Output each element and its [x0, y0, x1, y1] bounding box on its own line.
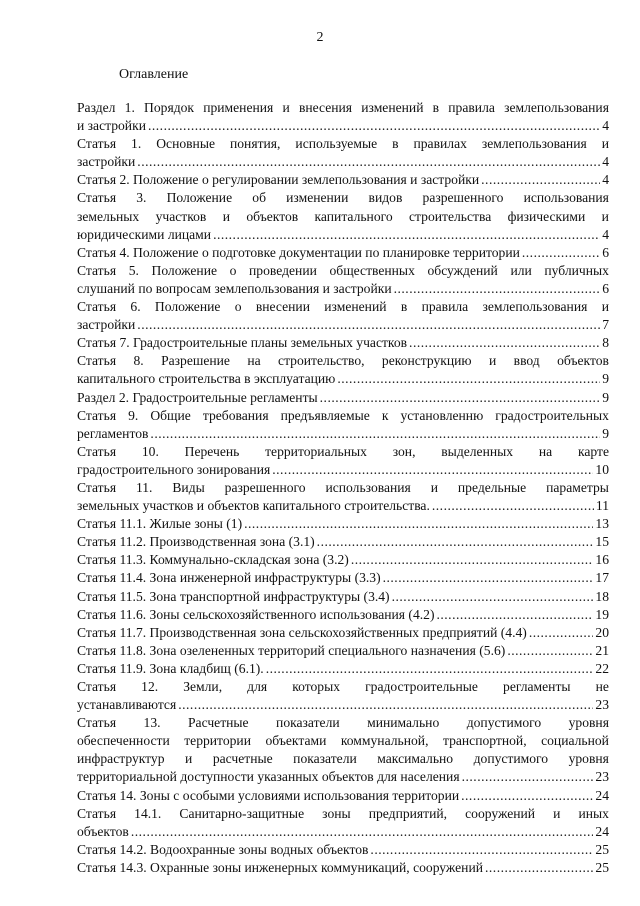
toc-entry[interactable]	[77, 244, 609, 262]
toc-entry-title: застройки	[77, 317, 136, 333]
toc-entry[interactable]	[77, 569, 609, 587]
dot-leader	[244, 515, 593, 533]
toc-entry-page: 4	[602, 118, 609, 134]
toc-entry-title: устанавливаются	[77, 697, 177, 713]
toc-entry-title: Статья 11.8. Зона озелененных территорий специального назначения (5.6)	[77, 642, 506, 658]
toc-entry-title: Статья 4. Положение о подготовке документации по планировке территории	[77, 244, 520, 260]
toc-entry[interactable]	[77, 479, 609, 515]
toc-entry-line: инфраструктур и расчетные показатели максимально допустимого уровня	[77, 751, 609, 767]
toc-entry-page: 24	[595, 787, 609, 803]
toc-entry-page: 21	[595, 642, 609, 658]
toc-entry-page: 9	[602, 389, 609, 405]
toc-entry-title: Статья 11.2. Производственная зона (3.1)	[77, 534, 315, 550]
toc-entry-page: 24	[595, 823, 609, 839]
dot-leader	[383, 569, 594, 587]
toc-entry-title: Статья 11.7. Производственная зона сельскохозяйственных предприятий (4.4)	[77, 624, 527, 640]
toc-entry[interactable]	[77, 352, 609, 388]
toc-entry-page: 16	[595, 552, 609, 568]
toc-entry-page: 22	[595, 660, 609, 676]
toc-entry-title: юридическими лицами	[77, 226, 212, 242]
toc-entry-title: Статья 11.9. Зона кладбищ (6.1).	[77, 660, 264, 676]
toc-entry-line: Статья 10. Перечень территориальных зон, выделенных на карте	[77, 443, 609, 459]
toc-entry[interactable]	[77, 588, 609, 606]
dot-leader	[178, 696, 593, 714]
dot-leader	[432, 497, 594, 515]
toc-entry-title: Статья 2. Положение о регулировании землепользования и застройки	[77, 172, 480, 188]
toc-entry-last-line	[77, 588, 609, 606]
toc-entry-last-line	[77, 515, 609, 533]
toc-heading: Оглавление	[119, 67, 189, 82]
toc-entry-title: Статья 14.3. Охранные зоны инженерных коммуникаций, сооружений	[77, 859, 483, 875]
toc-entry-last-line	[77, 461, 609, 479]
toc-entry-last-line	[77, 280, 609, 298]
dot-leader	[481, 171, 600, 189]
toc-entry-title: Статья 14.2. Водоохранные зоны водных объектов	[77, 841, 369, 857]
toc-entry[interactable]	[77, 787, 609, 805]
toc-entry-title: Статья 11.3. Коммунально-складская зона (3.2)	[77, 552, 349, 568]
toc-entry-last-line	[77, 841, 609, 859]
toc-entry-title: Статья 11.4. Зона инженерной инфраструктуры (3.3)	[77, 570, 381, 586]
toc-entry-title: земельных участков и объектов капитального строительства.	[77, 498, 430, 514]
dot-leader	[370, 841, 593, 859]
toc-entry[interactable]	[77, 642, 609, 660]
dot-leader	[131, 823, 594, 841]
toc-entry-line: Статья 8. Разрешение на строительство, реконструкцию и ввод объектов	[77, 353, 609, 369]
toc-entry-page: 13	[595, 516, 609, 532]
toc-entry-last-line	[77, 823, 609, 841]
toc-entry-last-line	[77, 624, 609, 642]
toc-entry-page: 15	[595, 534, 609, 550]
dot-leader	[317, 533, 594, 551]
dot-leader	[522, 244, 600, 262]
toc-entry[interactable]	[77, 805, 609, 841]
dot-leader	[266, 660, 594, 678]
toc-entry[interactable]	[77, 135, 609, 171]
dot-leader	[137, 316, 600, 334]
toc-entry-last-line	[77, 859, 609, 877]
toc-entry-title: градостроительного зонирования	[77, 461, 271, 477]
toc-entry-title: Статья 11.1. Жилые зоны (1)	[77, 516, 243, 532]
toc-entry[interactable]	[77, 859, 609, 877]
dot-leader	[392, 588, 594, 606]
toc-entry-last-line	[77, 642, 609, 660]
toc-entry-page: 6	[602, 244, 609, 260]
toc-entry[interactable]	[77, 262, 609, 298]
toc-entry-title: застройки	[77, 154, 136, 170]
dot-leader	[436, 606, 593, 624]
toc-entry-page: 18	[595, 588, 609, 604]
dot-leader	[351, 551, 594, 569]
toc-entry-page: 20	[595, 624, 609, 640]
toc-entry-last-line	[77, 153, 609, 171]
toc-entry-title: Статья 11.6. Зоны сельскохозяйственного использования (4.2)	[77, 606, 435, 622]
toc-entry-line: Статья 6. Положение о внесении изменений в правила землепользования и	[77, 299, 609, 315]
toc-entry[interactable]	[77, 533, 609, 551]
toc-entry[interactable]	[77, 171, 609, 189]
dot-leader	[462, 768, 594, 786]
toc-entry-title: капитального строительства в эксплуатацию	[77, 371, 336, 387]
dot-leader	[213, 226, 600, 244]
toc-entry-page: 7	[602, 317, 609, 333]
toc-entry-page: 4	[602, 172, 609, 188]
toc-entry-page: 10	[595, 461, 609, 477]
dot-leader	[148, 117, 600, 135]
toc-entry-line: обеспеченности территории объектами коммунальной, транспортной, социальной	[77, 733, 609, 749]
toc-entry-title: Статья 14. Зоны с особыми условиями использования территории	[77, 787, 460, 803]
toc-entry-last-line	[77, 171, 609, 189]
toc-entry-page: 9	[602, 371, 609, 387]
toc-entry-title: Раздел 2. Градостроительные регламенты	[77, 389, 318, 405]
toc-entry[interactable]	[77, 551, 609, 569]
dot-leader	[320, 389, 601, 407]
toc-entry[interactable]	[77, 389, 609, 407]
dot-leader	[137, 153, 600, 171]
toc-entry-title: Статья 11.5. Зона транспортной инфраструктуры (3.4)	[77, 588, 390, 604]
toc-entry-last-line	[77, 787, 609, 805]
toc-entry-page: 25	[595, 859, 609, 875]
dot-leader	[150, 425, 600, 443]
toc-entry[interactable]	[77, 407, 609, 443]
toc-entry[interactable]	[77, 99, 609, 135]
toc-entry-title: Статья 7. Градостроительные планы земельных участков	[77, 335, 408, 351]
toc-entry-last-line	[77, 244, 609, 262]
toc-entry[interactable]	[77, 443, 609, 479]
toc-entry-last-line	[77, 696, 609, 714]
toc-entry-last-line	[77, 389, 609, 407]
toc-entry-page: 9	[602, 425, 609, 441]
toc-entry-last-line	[77, 226, 609, 244]
toc-entry-last-line	[77, 533, 609, 551]
toc-entry-title: регламентов	[77, 425, 149, 441]
dot-leader	[409, 334, 600, 352]
page-number: 2	[316, 30, 324, 45]
toc-entry-line: Статья 5. Положение о проведении общественных обсуждений или публичных	[77, 262, 609, 278]
toc-entry[interactable]	[77, 515, 609, 533]
toc-entry-line: Статья 11. Виды разрешенного использования и предельные параметры	[77, 479, 609, 495]
toc-entry[interactable]	[77, 841, 609, 859]
dot-leader	[337, 370, 600, 388]
toc-entry[interactable]	[77, 298, 609, 334]
toc-entry-last-line	[77, 768, 609, 786]
toc-entry-page: 23	[595, 769, 609, 785]
dot-leader	[485, 859, 593, 877]
toc-entry[interactable]	[77, 334, 609, 352]
toc-entry[interactable]	[77, 189, 609, 243]
toc-entry-last-line	[77, 370, 609, 388]
toc-entry[interactable]	[77, 714, 609, 786]
toc-entry-page: 23	[595, 697, 609, 713]
toc-entry-line: Статья 9. Общие требования предъявляемые к установленню градостроительных	[77, 407, 609, 423]
toc-entry-page: 4	[602, 154, 609, 170]
toc-entry-title: слушаний по вопросам землепользования и застройки	[77, 280, 392, 296]
toc-entry-line: земельных участков и объектов капитального строительства физическими и	[77, 208, 609, 224]
toc-entry-page: 8	[602, 335, 609, 351]
toc-entry-page: 17	[595, 570, 609, 586]
toc-entry-last-line	[77, 660, 609, 678]
dot-leader	[461, 787, 593, 805]
dot-leader	[507, 642, 593, 660]
dot-leader	[272, 461, 593, 479]
toc-entry-last-line	[77, 551, 609, 569]
dot-leader	[529, 624, 594, 642]
toc-entry-page: 19	[595, 606, 609, 622]
dot-leader	[394, 280, 601, 298]
toc-entry-line: Статья 3. Положение об изменении видов разрешенного использования	[77, 190, 609, 206]
toc-entry[interactable]	[77, 606, 609, 624]
toc-entry-page: 11	[595, 498, 609, 514]
toc-entry[interactable]	[77, 624, 609, 642]
toc-entry-last-line	[77, 117, 609, 135]
toc-entry-last-line	[77, 569, 609, 587]
toc-entry-line: Статья 13. Расчетные показатели минимально допустимого уровня	[77, 715, 609, 731]
toc-entry-page: 6	[602, 280, 609, 296]
toc-entry-line: Статья 14.1. Санитарно-защитные зоны предприятий, сооружений и иных	[77, 805, 609, 821]
toc-entry-line: Статья 12. Земли, для которых градостроительные регламенты не	[77, 679, 609, 694]
toc-entry[interactable]	[77, 660, 609, 678]
toc-entry-title: территориальной доступности указанных объектов для населения	[77, 769, 460, 785]
toc-entry-page: 25	[595, 841, 609, 857]
toc-entry-title: и застройки	[77, 118, 146, 134]
table-of-contents	[77, 99, 609, 877]
toc-entry-line: Раздел 1. Порядок применения и внесения изменений в правила землепользования	[77, 100, 609, 115]
toc-entry-last-line	[77, 316, 609, 334]
toc-entry-last-line	[77, 334, 609, 352]
toc-entry-last-line	[77, 497, 609, 515]
toc-entry[interactable]	[77, 678, 609, 714]
toc-entry-line: Статья 1. Основные понятия, используемые в правилах землепользования и	[77, 136, 609, 152]
toc-entry-last-line	[77, 606, 609, 624]
toc-entry-last-line	[77, 425, 609, 443]
toc-entry-page: 4	[602, 226, 609, 242]
toc-entry-title: объектов	[77, 823, 129, 839]
